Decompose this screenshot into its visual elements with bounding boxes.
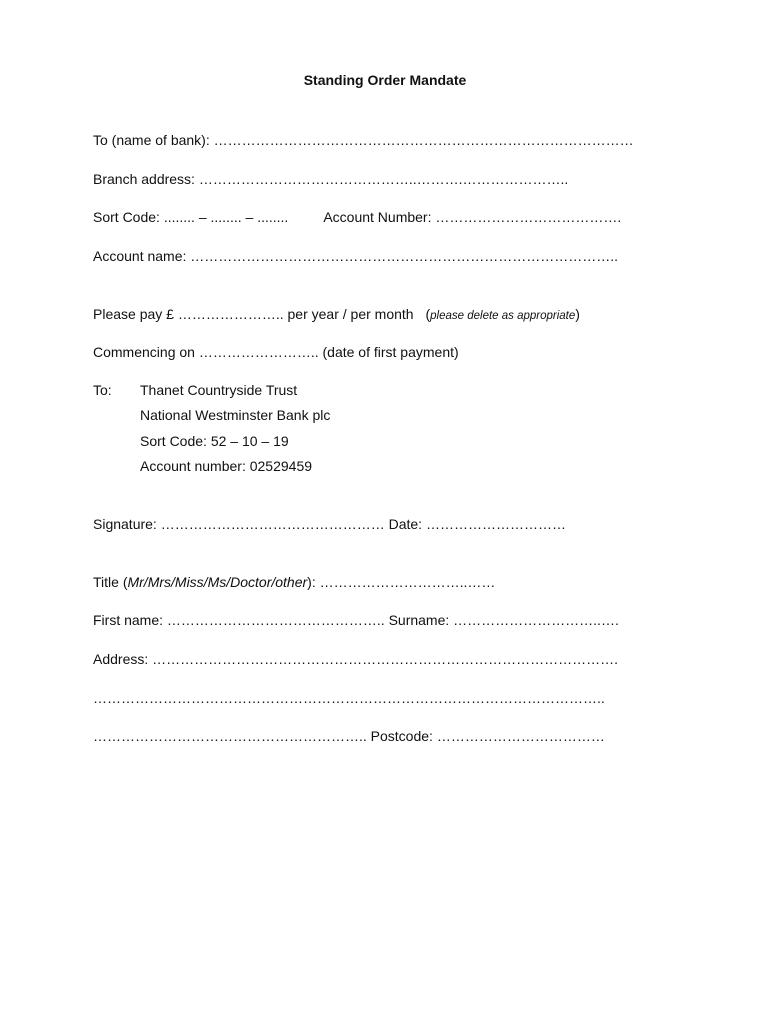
date-label: Date:	[388, 516, 423, 532]
payee-label: To:	[93, 382, 112, 398]
name-line	[93, 611, 619, 629]
pay-amount-line	[93, 305, 580, 325]
title-field[interactable]: …………………………..……	[319, 574, 496, 590]
signature-label: Signature:	[93, 516, 157, 532]
pay-amount-field[interactable]: …………………..	[177, 306, 284, 322]
first-name-label: First name:	[93, 612, 164, 628]
payee-sort-code: Sort Code: 52 – 10 – 19	[140, 433, 289, 449]
page-title: Standing Order Mandate	[303, 72, 467, 88]
signature-field[interactable]: …………………………………………	[160, 516, 385, 532]
account-name-label: Account name:	[93, 248, 187, 264]
address-line-2	[93, 689, 605, 707]
title-label-close: ):	[307, 574, 316, 590]
first-name-field[interactable]: ………………………………………..	[166, 612, 385, 628]
title-options: Mr/Mrs/Miss/Ms/Doctor/other	[127, 574, 308, 590]
bank-name-label: To (name of bank):	[93, 132, 210, 148]
surname-label: Surname:	[388, 612, 450, 628]
postcode-label: Postcode:	[370, 728, 433, 744]
title-label-open: Title (	[93, 574, 128, 590]
postcode-line	[93, 727, 605, 745]
surname-field[interactable]: …………………………..….	[453, 612, 619, 628]
address-field-3[interactable]: …………………………………………………..	[93, 728, 367, 744]
account-name-field[interactable]: ………………………………………………………………………………..	[190, 248, 619, 264]
pay-amount-label: Please pay £	[93, 306, 174, 322]
commencing-note: (date of first payment)	[322, 344, 459, 360]
branch-address-field[interactable]: ………………………………………..……….…………………..	[198, 171, 569, 187]
account-number-field[interactable]: ………………………………….	[435, 209, 622, 225]
bank-name-field[interactable]: ………………………………………………………………………………	[213, 132, 634, 148]
pay-note-close: )	[575, 306, 580, 322]
sort-code-label: Sort Code:	[93, 209, 160, 225]
commencing-label: Commencing on	[93, 344, 195, 360]
pay-frequency-text: per year / per month	[287, 306, 414, 322]
account-number-label: Account Number:	[323, 209, 432, 225]
pay-note-open: (	[425, 306, 431, 322]
pay-frequency-note: please delete as appropriate	[430, 310, 576, 322]
date-field[interactable]: …………………………	[425, 516, 566, 532]
account-name-line	[93, 247, 618, 265]
address-field[interactable]: ……………………………………………………………………………………….	[152, 651, 619, 667]
address-line	[93, 650, 618, 668]
payee-bank: National Westminster Bank plc	[140, 407, 331, 423]
branch-address-label: Branch address:	[93, 171, 195, 187]
payee-name: Thanet Countryside Trust	[140, 382, 298, 398]
payee-account-number: Account number: 02529459	[140, 458, 313, 474]
title-line	[93, 573, 495, 591]
sort-code-field[interactable]: ........ – ........ – ........	[163, 209, 289, 225]
commencing-line	[93, 343, 459, 361]
branch-address-line	[93, 170, 568, 188]
address-field-2[interactable]: ………………………………………………………………………………………………..	[93, 690, 605, 706]
commencing-date-field[interactable]: ……………………..	[198, 344, 319, 360]
signature-line	[93, 515, 566, 533]
sort-code-account-line	[93, 208, 621, 226]
bank-name-line	[93, 131, 634, 149]
postcode-field[interactable]: ………………………………	[436, 728, 605, 744]
address-label: Address:	[93, 651, 149, 667]
